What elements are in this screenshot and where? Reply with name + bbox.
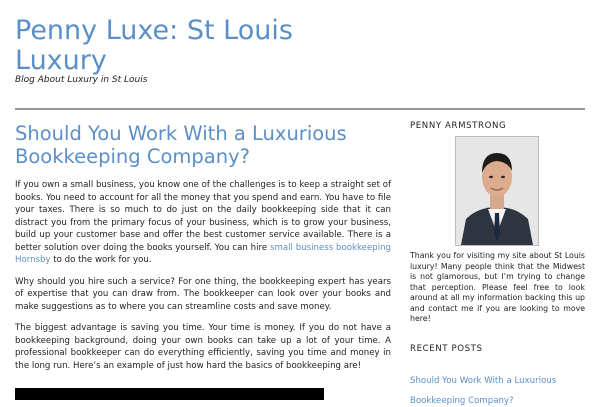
embedded-media[interactable] [15,388,324,400]
post-body [15,179,391,381]
bookkeeping-hornsby-link[interactable]: small business bookkeeping Hornsby [15,242,391,265]
post-paragraph-1-text: If you own a small business, you know one of the challenges is to keep a straight set of books. You need to account for all the money that you spend and earn. You have to file your taxes. There is so much to do just on the daily bookkeeping side that it can distract you from the primary focus of your business, which is to grow your business, build up your customer base and offer the best customer service available. There is a better solution over doing the books yourself. You can hire [15,180,391,253]
post-title[interactable]: Should You Work With a Luxurious Bookkeeping Company? [15,122,347,168]
post-paragraph-1-tail: to do the work for you. [50,255,152,265]
author-about-text: Thank you for visiting my site about St Louis luxury! Many people think that the Midwest is not glamorous, but I’m trying to change that perception. Please feel free to look around at all my information backing this up and contact me if you are looking to move here! [410,251,585,323]
recent-posts-list [410,368,590,407]
post-paragraph-1 [15,179,391,267]
recent-post-link[interactable]: Should You Work With a Luxurious Bookkeeping Company? [410,376,557,406]
list-item [410,368,590,407]
site-title[interactable]: Penny Luxe: St Louis Luxury [15,15,293,76]
site-description: Blog About Luxury in St Louis [15,75,148,85]
post-paragraph-3: The biggest advantage is saving you time. Your time is money. If you do not have a bookkeeping background, doing your own books can take up a lot of your time. A professional bookkeeper can do everything efficiently, saving you time and money in the long run. Here’s an example of just how hard the basics of bookkeeping are! [15,323,391,371]
recent-posts-heading: RECENT POSTS [410,344,483,354]
author-portrait-icon [455,136,539,246]
author-heading: PENNY ARMSTRONG [410,121,507,131]
header-divider [15,108,585,110]
post-paragraph-2: Why should you hire such a service? For one thing, the bookkeeping expert has years of expertise that you can draw from. The bookkeeper can look over your books and make suggestions as to where you can streamline costs and save money. [15,276,391,312]
